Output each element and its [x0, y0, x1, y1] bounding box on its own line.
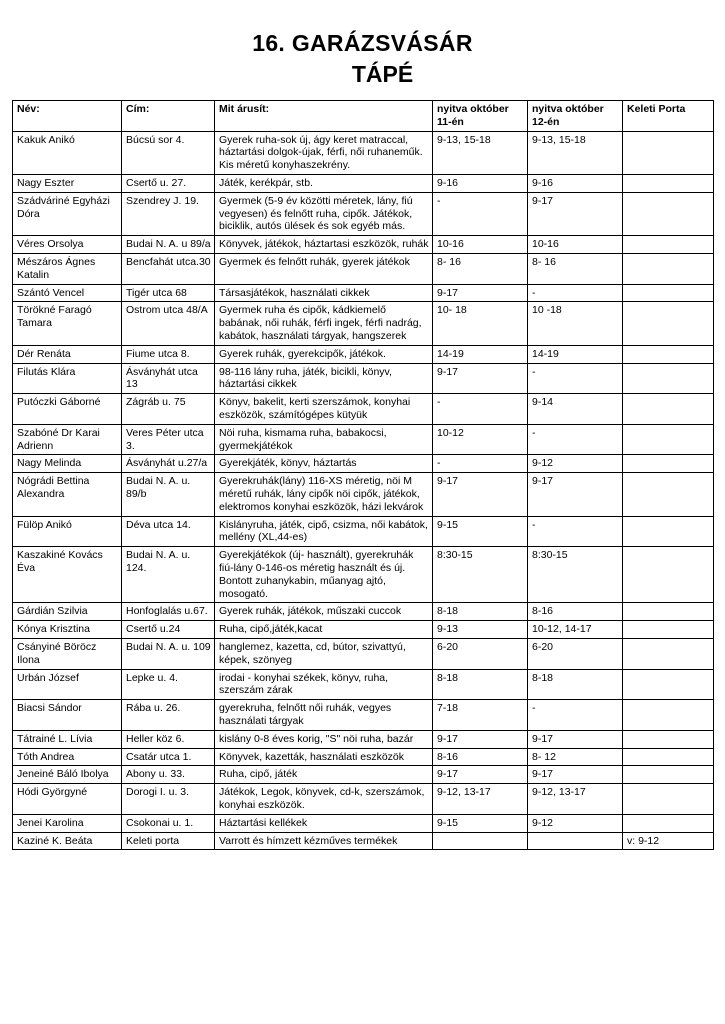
cell-name: Nógrádi Bettina Alexandra — [13, 473, 122, 516]
cell-address: Csertő u. 27. — [122, 175, 215, 193]
cell-address: Keleti porta — [122, 832, 215, 850]
table-row — [13, 547, 714, 603]
cell-day12: - — [528, 700, 623, 731]
cell-address: Ásványhát u.27/a — [122, 455, 215, 473]
cell-porta — [623, 603, 714, 621]
document-title-block — [12, 28, 713, 90]
cell-day12: 14-19 — [528, 345, 623, 363]
cell-day11: 10-12 — [433, 424, 528, 455]
cell-porta — [623, 516, 714, 547]
cell-name: Mészáros Ágnes Katalin — [13, 254, 122, 285]
cell-day11: 9-15 — [433, 516, 528, 547]
cell-name: Jenei Karolina — [13, 814, 122, 832]
cell-goods: Ruha, cipő,játék,kacat — [215, 621, 433, 639]
cell-goods: Játékok, Legok, könyvek, cd-k, szerszámok, konyhai eszközök. — [215, 784, 433, 815]
cell-address: Rába u. 26. — [122, 700, 215, 731]
table-row — [13, 236, 714, 254]
table-row — [13, 192, 714, 235]
cell-goods: Gyerekjáték, könyv, háztartás — [215, 455, 433, 473]
cell-name: Kaszakiné Kovács Éva — [13, 547, 122, 603]
cell-goods: Társasjátékok, használati cikkek — [215, 284, 433, 302]
cell-day12: 9-17 — [528, 766, 623, 784]
cell-porta — [623, 748, 714, 766]
cell-name: Kaziné K. Beáta — [13, 832, 122, 850]
cell-porta — [623, 766, 714, 784]
cell-day12: 6-20 — [528, 638, 623, 669]
cell-name: Filutás Klára — [13, 363, 122, 394]
cell-porta — [623, 473, 714, 516]
table-row — [13, 363, 714, 394]
cell-address: Ásványhát utca 13 — [122, 363, 215, 394]
cell-day11 — [433, 832, 528, 850]
cell-goods: Gyerek ruha-sok új, ágy keret matraccal, háztartási dolgok-újak, férfi, női ruhaneműk. Kis méretű konyhaszekrény. — [215, 131, 433, 174]
cell-day12: - — [528, 284, 623, 302]
cell-name: Szántó Vencel — [13, 284, 122, 302]
cell-porta — [623, 669, 714, 700]
cell-day12: 8- 16 — [528, 254, 623, 285]
cell-goods: Varrott és hímzett kézműves termékek — [215, 832, 433, 850]
cell-day11: - — [433, 394, 528, 425]
column-header-day12: nyitva október 12-én — [528, 101, 623, 132]
cell-porta — [623, 302, 714, 345]
table-row — [13, 784, 714, 815]
column-header-address: Cím: — [122, 101, 215, 132]
cell-name: Szádváriné Egyházi Dóra — [13, 192, 122, 235]
cell-address: Dorogi I. u. 3. — [122, 784, 215, 815]
cell-day12: - — [528, 363, 623, 394]
cell-day12: 10-16 — [528, 236, 623, 254]
table-row — [13, 832, 714, 850]
cell-goods: Könyvek, kazetták, használati eszközök — [215, 748, 433, 766]
page-subtitle: TÁPÉ — [351, 61, 414, 88]
cell-name: Urbán József — [13, 669, 122, 700]
cell-address: Déva utca 14. — [122, 516, 215, 547]
cell-goods: Gyermek és felnőtt ruhák, gyerek játékok — [215, 254, 433, 285]
cell-day12: 8-16 — [528, 603, 623, 621]
cell-name: Hódi Györgyné — [13, 784, 122, 815]
cell-address: Csokonai u. 1. — [122, 814, 215, 832]
table-row — [13, 603, 714, 621]
cell-day11: 9-15 — [433, 814, 528, 832]
table-row — [13, 516, 714, 547]
cell-goods: Háztartási kellékek — [215, 814, 433, 832]
cell-name: Fülöp Anikó — [13, 516, 122, 547]
cell-day12: 9-14 — [528, 394, 623, 425]
cell-day11: 8:30-15 — [433, 547, 528, 603]
cell-address: Csatár utca 1. — [122, 748, 215, 766]
cell-day12: 9-17 — [528, 730, 623, 748]
cell-porta — [623, 730, 714, 748]
cell-day11: 9-17 — [433, 284, 528, 302]
cell-day11: 10- 18 — [433, 302, 528, 345]
cell-day12: 8- 12 — [528, 748, 623, 766]
table-row — [13, 424, 714, 455]
cell-day11: 6-20 — [433, 638, 528, 669]
cell-goods: Gyermek (5-9 év közötti méretek, lány, fiú vegyesen) és felnőtt ruha, cipők. Játékok, biciklik, autós ülések és sok egyéb más. — [215, 192, 433, 235]
cell-goods: Kislányruha, játék, cipő, csizma, női kabátok, mellény (XL,44-es) — [215, 516, 433, 547]
cell-day12: 9-13, 15-18 — [528, 131, 623, 174]
cell-goods: 98-116 lány ruha, játék, bicikli, könyv, háztartási cikkek — [215, 363, 433, 394]
cell-address: Tigér utca 68 — [122, 284, 215, 302]
cell-goods: gyerekruha, felnőtt női ruhák, vegyes használati tárgyak — [215, 700, 433, 731]
cell-day12: 9-12 — [528, 455, 623, 473]
cell-day12: 10-12, 14-17 — [528, 621, 623, 639]
cell-address: Veres Péter utca 3. — [122, 424, 215, 455]
cell-goods: irodai - konyhai székek, könyv, ruha, szerszám zárak — [215, 669, 433, 700]
cell-address: Ostrom utca 48/A — [122, 302, 215, 345]
cell-day11: 8- 16 — [433, 254, 528, 285]
cell-name: Kónya Krisztina — [13, 621, 122, 639]
cell-goods: Gyerek ruhák, gyerekcipők, játékok. — [215, 345, 433, 363]
cell-day12: 9-12 — [528, 814, 623, 832]
table-row — [13, 345, 714, 363]
cell-name: Szabóné Dr Karai Adrienn — [13, 424, 122, 455]
cell-day11: 8-18 — [433, 603, 528, 621]
cell-day11: 10-16 — [433, 236, 528, 254]
cell-day11: 9-13, 15-18 — [433, 131, 528, 174]
table-row — [13, 766, 714, 784]
table-row — [13, 814, 714, 832]
cell-address: Csertő u.24 — [122, 621, 215, 639]
cell-goods: Ruha, cipő, játék — [215, 766, 433, 784]
table-row — [13, 730, 714, 748]
cell-porta — [623, 455, 714, 473]
cell-name: Kakuk Anikó — [13, 131, 122, 174]
cell-porta — [623, 192, 714, 235]
cell-porta — [623, 131, 714, 174]
cell-porta — [623, 547, 714, 603]
cell-porta — [623, 784, 714, 815]
cell-goods: Gyerek ruhák, játékok, műszaki cuccok — [215, 603, 433, 621]
cell-goods: Gyerekjátékok (új- használt), gyerekruhák fiú-lány 0-146-os méretig használt és új. Bontott zuhanykabin, műanyag ajtó, mosogató. — [215, 547, 433, 603]
cell-porta — [623, 254, 714, 285]
cell-name: Nagy Eszter — [13, 175, 122, 193]
cell-address: Lepke u. 4. — [122, 669, 215, 700]
cell-porta — [623, 284, 714, 302]
cell-name: Nagy Melinda — [13, 455, 122, 473]
cell-day11: 14-19 — [433, 345, 528, 363]
cell-goods: hanglemez, kazetta, cd, bútor, szivattyú, képek, szönyeg — [215, 638, 433, 669]
cell-name: Véres Orsolya — [13, 236, 122, 254]
table-row — [13, 394, 714, 425]
table-row — [13, 284, 714, 302]
cell-day11: 9-17 — [433, 730, 528, 748]
cell-address: Budai N. A. u. 124. — [122, 547, 215, 603]
column-header-day11: nyitva október 11-én — [433, 101, 528, 132]
cell-name: Tátrainé L. Lívia — [13, 730, 122, 748]
table-header — [13, 101, 714, 132]
column-header-porta: Keleti Porta — [623, 101, 714, 132]
cell-porta — [623, 175, 714, 193]
cell-name: Biacsi Sándor — [13, 700, 122, 731]
table-body — [13, 131, 714, 850]
cell-day11: 8-16 — [433, 748, 528, 766]
cell-porta — [623, 621, 714, 639]
cell-name: Tóth Andrea — [13, 748, 122, 766]
cell-day12: 8-18 — [528, 669, 623, 700]
cell-goods: Könyv, bakelit, kerti szerszámok, konyhai eszközök, számítógépes kütyük — [215, 394, 433, 425]
page-title: 16. GARÁZSVÁSÁR — [252, 30, 473, 56]
table-row — [13, 638, 714, 669]
cell-day11: 9-16 — [433, 175, 528, 193]
cell-goods: Gyerekruhák(lány) 116-XS méretig, nöi M méretű ruhák, lány cipők nöi cipők, játékok, elektromos konyhai eszközök, házi lekvárok — [215, 473, 433, 516]
cell-porta — [623, 424, 714, 455]
cell-day12: 10 -18 — [528, 302, 623, 345]
cell-day11: 9-12, 13-17 — [433, 784, 528, 815]
cell-goods: kislány 0-8 éves korig, "S" nöi ruha, bazár — [215, 730, 433, 748]
table-row — [13, 700, 714, 731]
cell-goods: Játék, kerékpár, stb. — [215, 175, 433, 193]
table-row — [13, 175, 714, 193]
cell-address: Budai N. A. u 89/a — [122, 236, 215, 254]
cell-porta — [623, 394, 714, 425]
cell-goods: Nöi ruha, kismama ruha, babakocsi, gyermekjátékok — [215, 424, 433, 455]
cell-address: Budai N. A. u. 89/b — [122, 473, 215, 516]
table-row — [13, 748, 714, 766]
cell-goods: Könyvek, játékok, háztartasi eszközök, ruhák — [215, 236, 433, 254]
cell-day12 — [528, 832, 623, 850]
column-header-name: Név: — [13, 101, 122, 132]
table-row — [13, 669, 714, 700]
table-row — [13, 254, 714, 285]
cell-address: Budai N. A. u. 109 — [122, 638, 215, 669]
cell-goods: Gyermek ruha és cipők, kádkiemelő babának, női ruhák, férfi ingek, férfi nadrág, kabátok, használati tárgyak, hangszerek — [215, 302, 433, 345]
cell-address: Honfoglalás u.67. — [122, 603, 215, 621]
cell-day11: 9-17 — [433, 473, 528, 516]
cell-address: Bencfahát utca.30 — [122, 254, 215, 285]
cell-day11: 9-17 — [433, 363, 528, 394]
table-header-row — [13, 101, 714, 132]
column-header-goods: Mit árusít: — [215, 101, 433, 132]
cell-day11: 7-18 — [433, 700, 528, 731]
table-row — [13, 302, 714, 345]
cell-day11: 8-18 — [433, 669, 528, 700]
cell-day12: 8:30-15 — [528, 547, 623, 603]
cell-day11: 9-13 — [433, 621, 528, 639]
cell-porta — [623, 236, 714, 254]
cell-day11: 9-17 — [433, 766, 528, 784]
table-row — [13, 621, 714, 639]
cell-day12: 9-17 — [528, 192, 623, 235]
cell-name: Putóczki Gáborné — [13, 394, 122, 425]
cell-day11: - — [433, 455, 528, 473]
cell-porta — [623, 700, 714, 731]
cell-name: Csányiné Böröcz Ilona — [13, 638, 122, 669]
cell-address: Zágráb u. 75 — [122, 394, 215, 425]
cell-day12: 9-12, 13-17 — [528, 784, 623, 815]
cell-address: Szendrey J. 19. — [122, 192, 215, 235]
cell-address: Búcsú sor 4. — [122, 131, 215, 174]
cell-day12: 9-16 — [528, 175, 623, 193]
cell-porta — [623, 814, 714, 832]
cell-address: Abony u. 33. — [122, 766, 215, 784]
cell-address: Heller köz 6. — [122, 730, 215, 748]
cell-name: Dér Renáta — [13, 345, 122, 363]
cell-porta: v: 9-12 — [623, 832, 714, 850]
cell-day12: - — [528, 424, 623, 455]
table-row — [13, 473, 714, 516]
cell-name: Jeneiné Báló Ibolya — [13, 766, 122, 784]
table-row — [13, 131, 714, 174]
cell-porta — [623, 363, 714, 394]
cell-porta — [623, 638, 714, 669]
cell-name: Törökné Faragó Tamara — [13, 302, 122, 345]
cell-porta — [623, 345, 714, 363]
cell-day12: 9-17 — [528, 473, 623, 516]
cell-day11: - — [433, 192, 528, 235]
cell-address: Fiume utca 8. — [122, 345, 215, 363]
garage-sale-table — [12, 100, 714, 850]
table-row — [13, 455, 714, 473]
cell-day12: - — [528, 516, 623, 547]
cell-name: Gárdián Szilvia — [13, 603, 122, 621]
